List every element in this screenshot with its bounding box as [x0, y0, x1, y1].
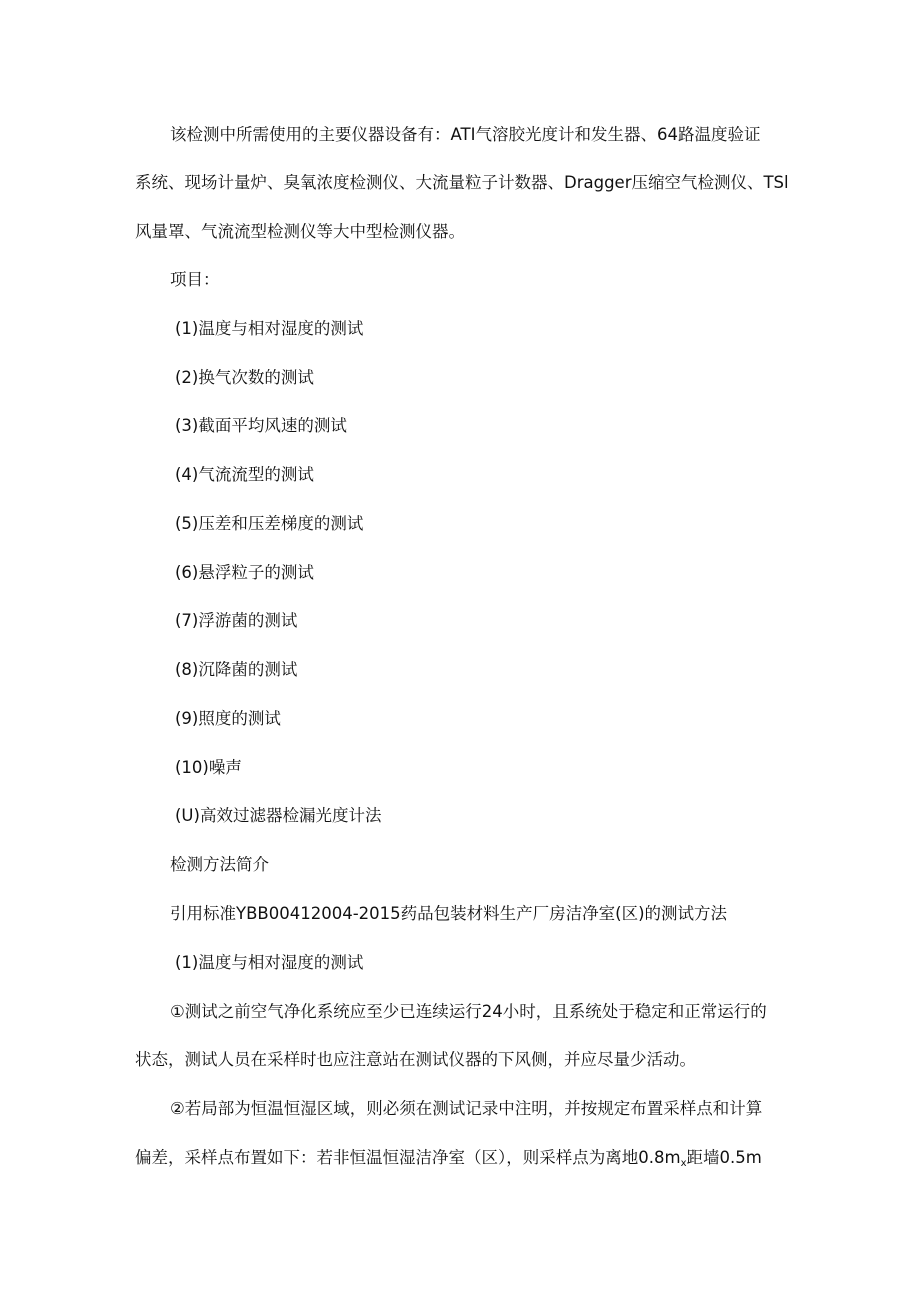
- methods-heading: 检测方法简介: [170, 855, 269, 874]
- standard-reference: 引用标准YBB00412004-2015药品包装材料生产厂房洁净室(区)的测试方法: [170, 904, 728, 923]
- intro-line-2: 系统、现场计量炉、臭氧浓度检测仪、大流量粒子计数器、Dragger压缩空气检测仪、TSl: [135, 173, 789, 192]
- para2-line-1: ②若局部为恒温恒湿区域，则必须在测试记录中注明，并按规定布置采样点和计算: [170, 1099, 763, 1118]
- list-item: (9)照度的测试: [175, 709, 281, 728]
- para1-line-1: ①测试之前空气净化系统应至少已连续运行24小时，且系统处于稳定和正常运行的: [170, 1002, 767, 1021]
- intro-line-3: 风量罩、气流流型检测仪等大中型检测仪器。: [135, 222, 465, 241]
- sub-heading: (1)温度与相对湿度的测试: [175, 953, 364, 972]
- list-item: (4)气流流型的测试: [175, 465, 314, 484]
- para2-line-2-part-a: 偏差，采样点布置如下：若非恒温恒湿洁净室（区），则采样点为离地0.8m: [135, 1148, 681, 1167]
- list-item: (U)高效过滤器检漏光度计法: [175, 806, 382, 825]
- items-heading: 项目：: [170, 270, 220, 289]
- para2-subscript: x: [680, 1158, 687, 1169]
- list-item: (7)浮游菌的测试: [175, 611, 298, 630]
- list-item: (1)温度与相对湿度的测试: [175, 319, 364, 338]
- para2-line-2-part-b: 距墙0.5m: [686, 1148, 762, 1167]
- para1-line-2: 状态，测试人员在采样时也应注意站在测试仪器的下风侧，并应尽量少活动。: [135, 1050, 696, 1069]
- list-item: (2)换气次数的测试: [175, 368, 314, 387]
- list-item: (6)悬浮粒子的测试: [175, 563, 314, 582]
- list-item: (10)噪声: [175, 758, 242, 777]
- para2-line-2: [135, 1147, 795, 1175]
- list-item: (5)压差和压差梯度的测试: [175, 514, 364, 533]
- list-item: (8)沉降菌的测试: [175, 660, 298, 679]
- intro-line-1: 该检测中所需使用的主要仪器设备有：ATI气溶胶光度计和发生器、64路温度验证: [170, 125, 761, 144]
- list-item: (3)截面平均风速的测试: [175, 416, 347, 435]
